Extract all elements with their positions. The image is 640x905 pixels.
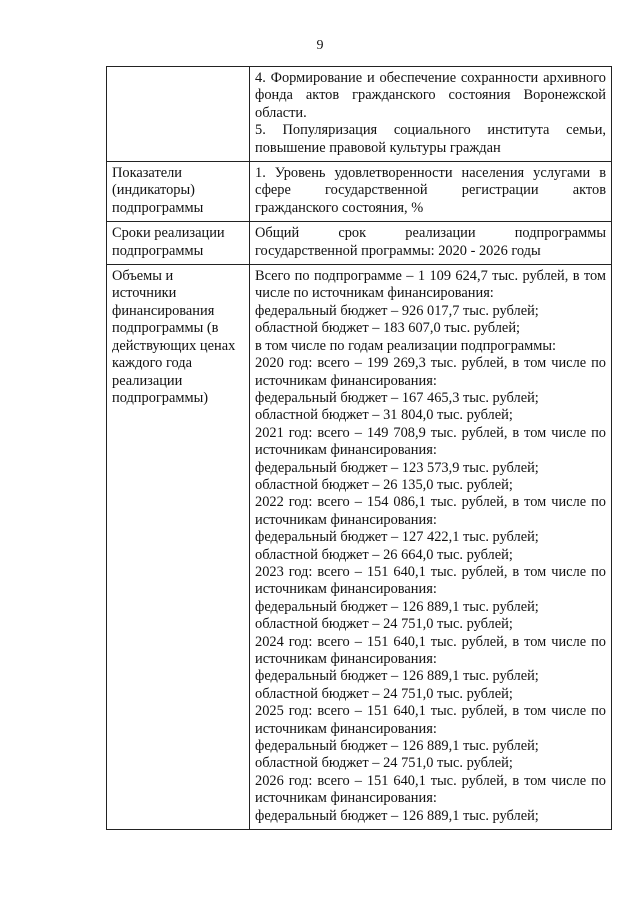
label-line: (индикаторы): [112, 182, 195, 199]
text-line: 2023 год: всего – 151 640,1 тыс. рублей, в том числе по: [255, 563, 606, 580]
text-line: источникам финансирования:: [255, 651, 437, 667]
text-line: областной бюджет – 26 135,0 тыс. рублей;: [255, 476, 513, 493]
page-number: 9: [316, 38, 324, 53]
label-line: подпрограммы): [112, 389, 209, 406]
label-line: подпрограммы: [112, 199, 204, 216]
table-row-indicators: [107, 162, 612, 222]
row-label-empty: [107, 67, 250, 162]
text-line: федеральный бюджет – 167 465,3 тыс. рублей;: [255, 389, 539, 406]
text-line: федеральный бюджет – 126 889,1 тыс. рублей;: [255, 598, 539, 615]
row-value-timeframe: [250, 222, 612, 265]
text-line: источникам финансирования:: [255, 442, 437, 459]
text-line: 2021 год: всего – 149 708,9 тыс. рублей, в том числе по: [255, 424, 606, 441]
text-line: федеральный бюджет – 123 573,9 тыс. рублей;: [255, 459, 539, 476]
row-label-indicators: [107, 162, 250, 222]
text-line: федеральный бюджет – 126 889,1 тыс. рублей;: [255, 738, 539, 755]
text-line: 2026 год: всего – 151 640,1 тыс. рублей, в том числе по: [255, 772, 606, 789]
text-line: числе по источникам финансирования:: [255, 285, 494, 302]
subprogram-passport-table: [106, 66, 612, 830]
label-line: реализации: [112, 372, 183, 389]
text-line: гражданского состояния, %: [255, 199, 424, 216]
row-label-financing: [107, 265, 250, 830]
label-line: действующих ценах: [112, 337, 236, 354]
text-line: повышение правовой культуры граждан: [255, 139, 501, 156]
text-line: источникам финансирования:: [255, 581, 437, 598]
text-line: Общий срок реализации подпрограммы: [255, 225, 606, 242]
label-line: Сроки реализации: [112, 225, 225, 242]
table-row-timeframe: [107, 222, 612, 265]
label-line: подпрограммы (в: [112, 320, 219, 337]
text-line: областной бюджет – 31 804,0 тыс. рублей;: [255, 407, 513, 424]
text-line: области.: [255, 104, 307, 121]
label-line: Показатели: [112, 165, 183, 182]
text-line: сфере государственной регистрации актов: [255, 182, 606, 199]
text-line: фонда актов гражданского состояния Воронежской: [255, 87, 606, 104]
text-line: 2022 год: всего – 154 086,1 тыс. рублей, в том числе по: [255, 494, 606, 511]
table-row-tasks: [107, 67, 612, 162]
text-line: федеральный бюджет – 126 889,1 тыс. рублей;: [255, 807, 539, 824]
text-line: областной бюджет – 183 607,0 тыс. рублей;: [255, 320, 521, 337]
text-line: 5. Популяризация социального института семьи,: [255, 122, 606, 139]
text-line: 1. Уровень удовлетворенности населения услугами в: [255, 165, 606, 182]
text-line: областной бюджет – 24 751,0 тыс. рублей;: [255, 685, 513, 702]
text-line: федеральный бюджет – 926 017,7 тыс. рублей;: [255, 302, 539, 319]
label-line: подпрограммы: [112, 242, 204, 259]
row-value-financing: [250, 265, 612, 830]
label-line: Объемы и: [112, 268, 174, 285]
text-line: источникам финансирования:: [255, 790, 437, 807]
row-value-tasks: [250, 67, 612, 162]
label-line: источники: [112, 285, 177, 302]
text-line: федеральный бюджет – 126 889,1 тыс. рублей;: [255, 668, 539, 685]
row-label-timeframe: [107, 222, 250, 265]
text-line: в том числе по годам реализации подпрограммы:: [255, 337, 557, 354]
text-line: Всего по подпрограмме – 1 109 624,7 тыс. рублей, в том: [255, 268, 606, 285]
table-row-financing: [107, 265, 612, 830]
text-line: федеральный бюджет – 127 422,1 тыс. рублей;: [255, 529, 539, 546]
row-value-indicators: [250, 162, 612, 222]
text-line: источникам финансирования:: [255, 720, 437, 737]
text-line: 2024 год: всего – 151 640,1 тыс. рублей, в том числе по: [255, 633, 606, 650]
text-line: 4. Формирование и обеспечение сохранности архивного: [255, 70, 606, 86]
text-line: областной бюджет – 26 664,0 тыс. рублей;: [255, 546, 513, 563]
text-line: 2020 год: всего – 199 269,3 тыс. рублей, в том числе по: [255, 355, 606, 372]
text-line: источникам финансирования:: [255, 511, 437, 528]
text-line: источникам финансирования:: [255, 372, 437, 389]
text-line: областной бюджет – 24 751,0 тыс. рублей;: [255, 616, 513, 633]
label-line: финансирования: [112, 302, 215, 319]
text-line: государственной программы: 2020 - 2026 годы: [255, 242, 541, 259]
label-line: каждого года: [112, 355, 192, 372]
text-line: областной бюджет – 24 751,0 тыс. рублей;: [255, 755, 513, 772]
text-line: 2025 год: всего – 151 640,1 тыс. рублей, в том числе по: [255, 703, 606, 720]
